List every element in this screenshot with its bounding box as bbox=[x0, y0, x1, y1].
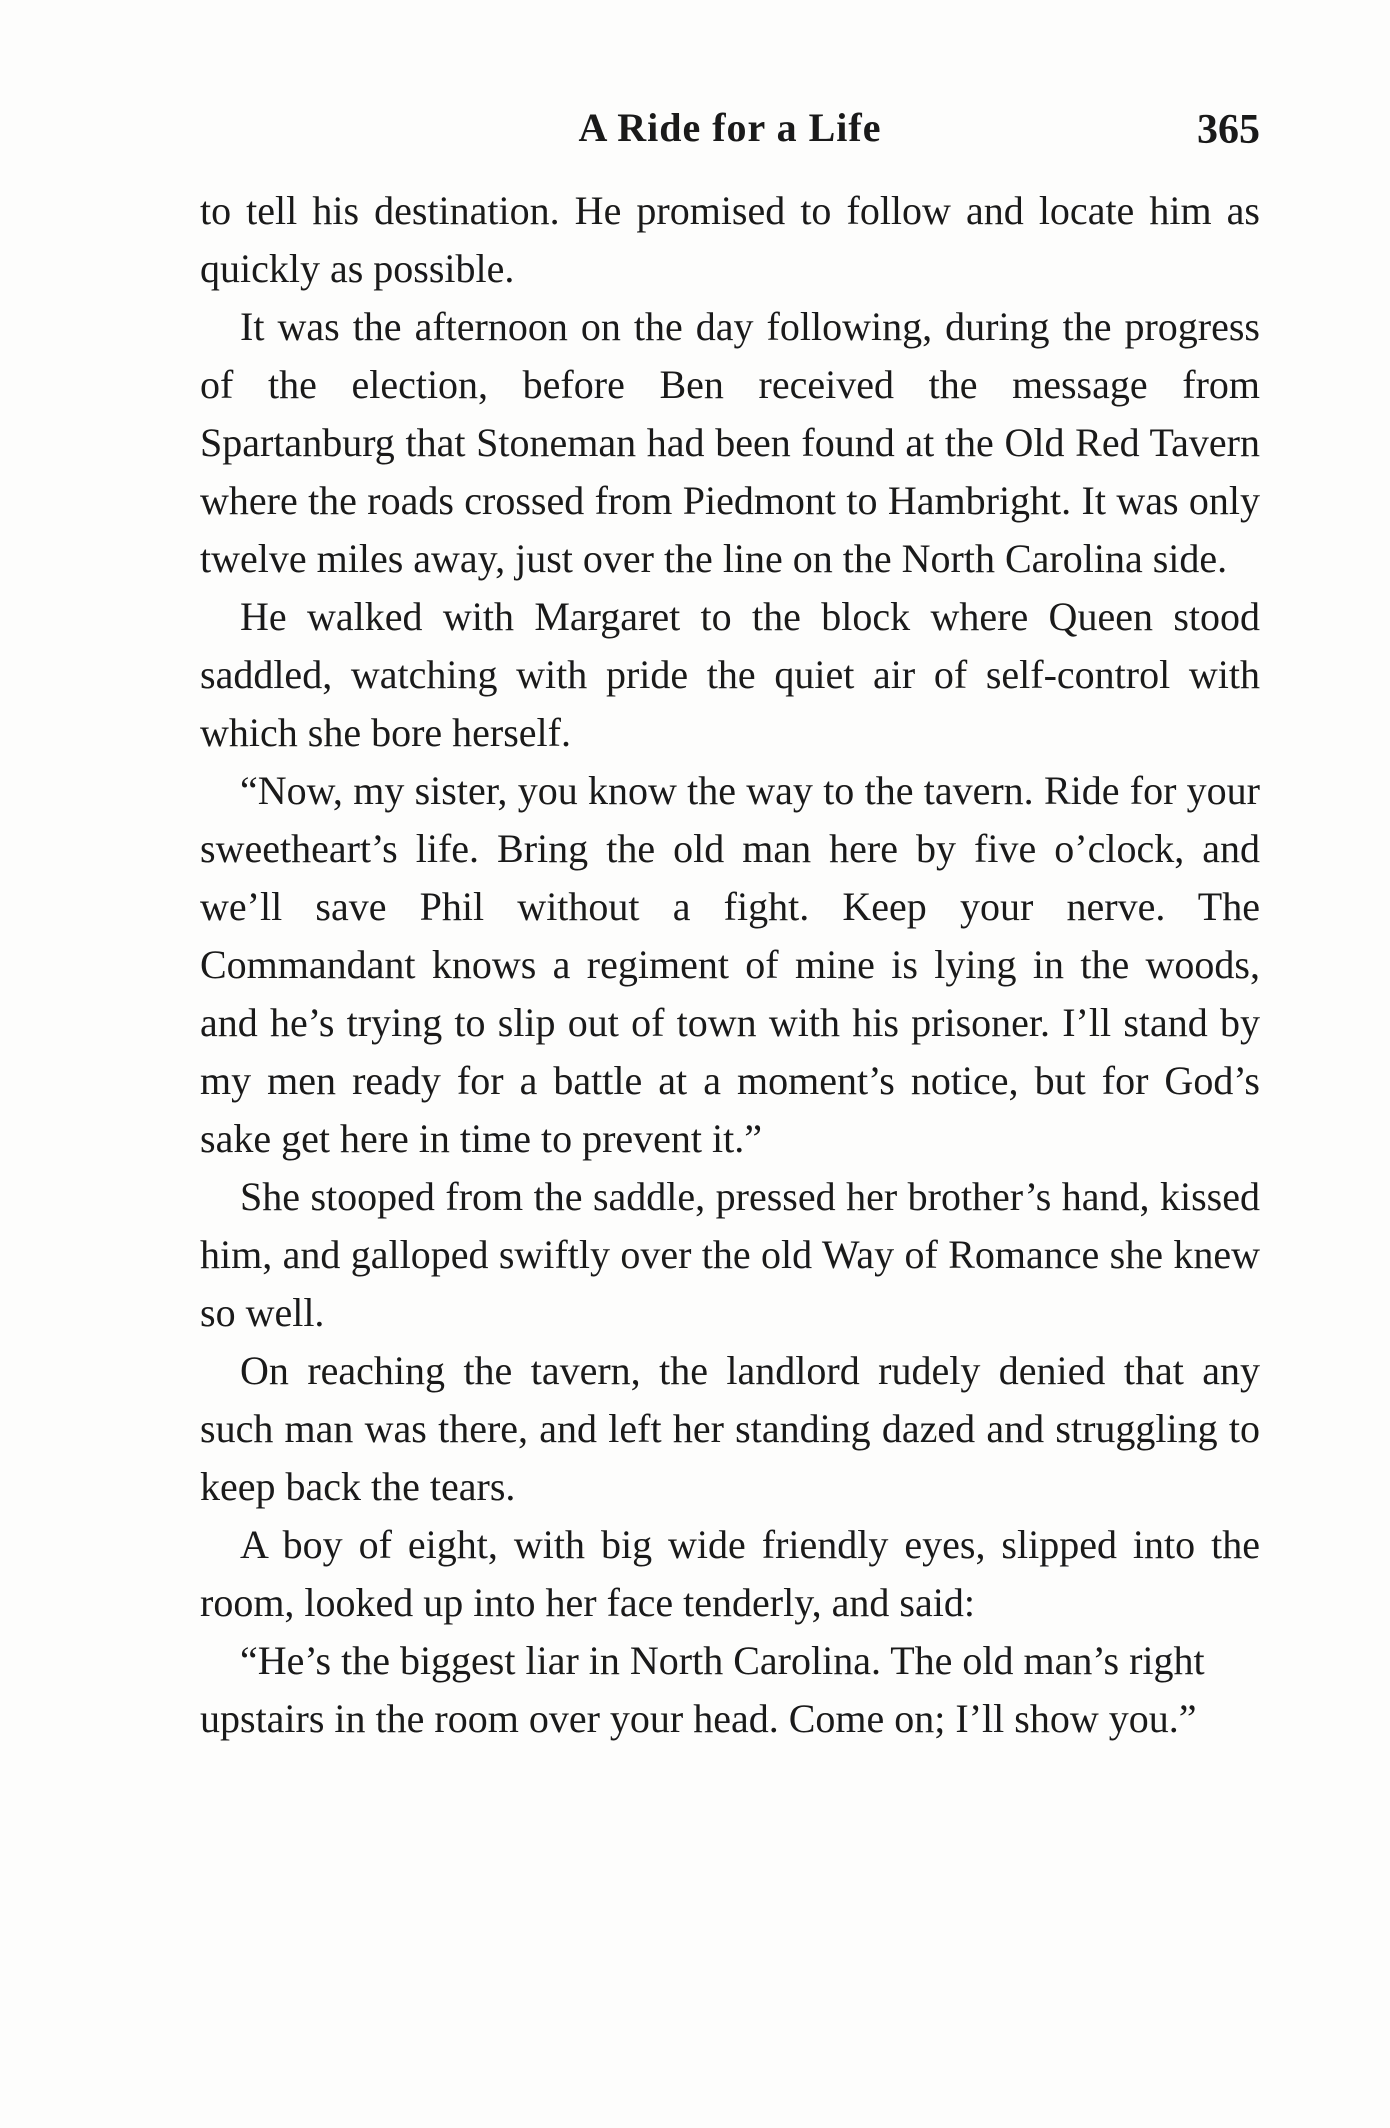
body-text bbox=[200, 182, 1260, 1748]
paragraph: “He’s the biggest liar in North Carolina. The old man’s right upstairs in the room over your head. Come on; I’ll show you.” bbox=[200, 1638, 1205, 1741]
paragraph: She stooped from the saddle, pressed her brother’s hand, kissed him, and galloped swiftly over the old Way of Romance she knew so well. bbox=[200, 1174, 1260, 1335]
paragraph: It was the afternoon on the day following, during the progress of the election, before Ben received the message from Spartanburg that Stoneman had been found at the Old Red Tavern where the roads crossed from Piedmont to Hambright. It was only twelve miles away, just over the line on the North Carolina side. bbox=[200, 304, 1260, 581]
paragraph: “Now, my sister, you know the way to the tavern. Ride for your sweetheart’s life. Bring the old man here by five o’clock, and we’ll save Phil without a fight. Keep your nerve. The Commandant knows a regiment of mine is lying in the woods, and he’s trying to slip out of town with his prisoner. I’ll stand by my men ready for a battle at a moment’s notice, but for God’s sake get here in time to prevent it.” bbox=[200, 768, 1260, 1161]
paragraph: A boy of eight, with big wide friendly eyes, slipped into the room, looked up into her face tenderly, and said: bbox=[200, 1522, 1260, 1625]
running-head bbox=[200, 104, 1260, 160]
paragraph: On reaching the tavern, the landlord rudely denied that any such man was there, and left her standing dazed and struggling to keep back the tears. bbox=[200, 1348, 1260, 1509]
running-title: A Ride for a Life bbox=[578, 105, 882, 150]
paragraph-continued: to tell his destination. He promised to follow and locate him as quickly as possible. bbox=[200, 188, 1260, 291]
paragraph: He walked with Margaret to the block where Queen stood saddled, watching with pride the quiet air of self-control with which she bore herself. bbox=[200, 594, 1260, 755]
page-number: 365 bbox=[1197, 107, 1260, 153]
